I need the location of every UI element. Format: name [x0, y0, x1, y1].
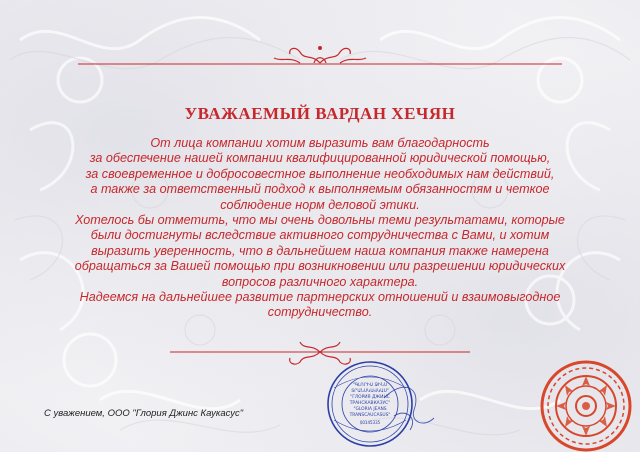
document-title: УВАЖАЕМЫЙ ВАРДАН ХЕЧЯН	[184, 104, 456, 124]
svg-text:ՏՐԱՆՍԿԱՎԿԱՍ": ՏՐԱՆՍԿԱՎԿԱՍ"	[351, 389, 389, 394]
body-line: а также за ответственный подход к выполняемым обязанностям и четкое	[90, 182, 550, 197]
body-line: сотрудничество.	[267, 305, 373, 320]
top-divider	[0, 42, 640, 74]
svg-text:"GLORIA JEANS: "GLORIA JEANS	[353, 407, 387, 412]
signature-line: С уважением, ООО "Глория Джинс Каукасус"	[44, 408, 244, 419]
body-line: От лица компании хотим выразить вам благодарность	[150, 136, 490, 150]
letter-body	[60, 136, 580, 321]
svg-text:TRANSCAUCASUS": TRANSCAUCASUS"	[349, 413, 391, 418]
body-line: Хотелось бы отметить, что мы очень довольны теми результатами, которые	[75, 213, 565, 228]
svg-text:ТРАНСКАВКАЗУС": ТРАНСКАВКАЗУС"	[349, 401, 391, 406]
svg-text:"ԳԼՈՐԻԱ ՋԻՆՍ: "ԳԼՈՐԻԱ ՋԻՆՍ	[352, 383, 388, 388]
body-line: за обеспечение нашей компании квалифицированной юридической помощью,	[89, 151, 551, 166]
body-line: Надеемся на дальнейшее развитие партнерских отношений и взаимовыгодное	[79, 290, 561, 305]
company-stamp-icon	[314, 358, 438, 450]
body-line: обращаться за Вашей помощью при возникновении или разрешении юридических	[74, 259, 566, 274]
body-line: соблюдение норм деловой этики.	[220, 197, 420, 212]
svg-text:00145335: 00145335	[359, 420, 381, 425]
body-line: выразить уверенность, что в дальнейшем наша компания также намерена	[91, 243, 549, 258]
body-line: вопросов различного характера.	[221, 274, 419, 289]
decorative-seal-icon	[536, 358, 636, 452]
svg-text:"ГЛОРИЯ ДЖИНС: "ГЛОРИЯ ДЖИНС	[350, 395, 390, 400]
body-line: за своевременное и добросовестное выполнение необходимых нам действий,	[85, 166, 555, 181]
body-line: были достигнуты вследствие активного сотрудничества с Вами, и хотим	[90, 228, 550, 243]
